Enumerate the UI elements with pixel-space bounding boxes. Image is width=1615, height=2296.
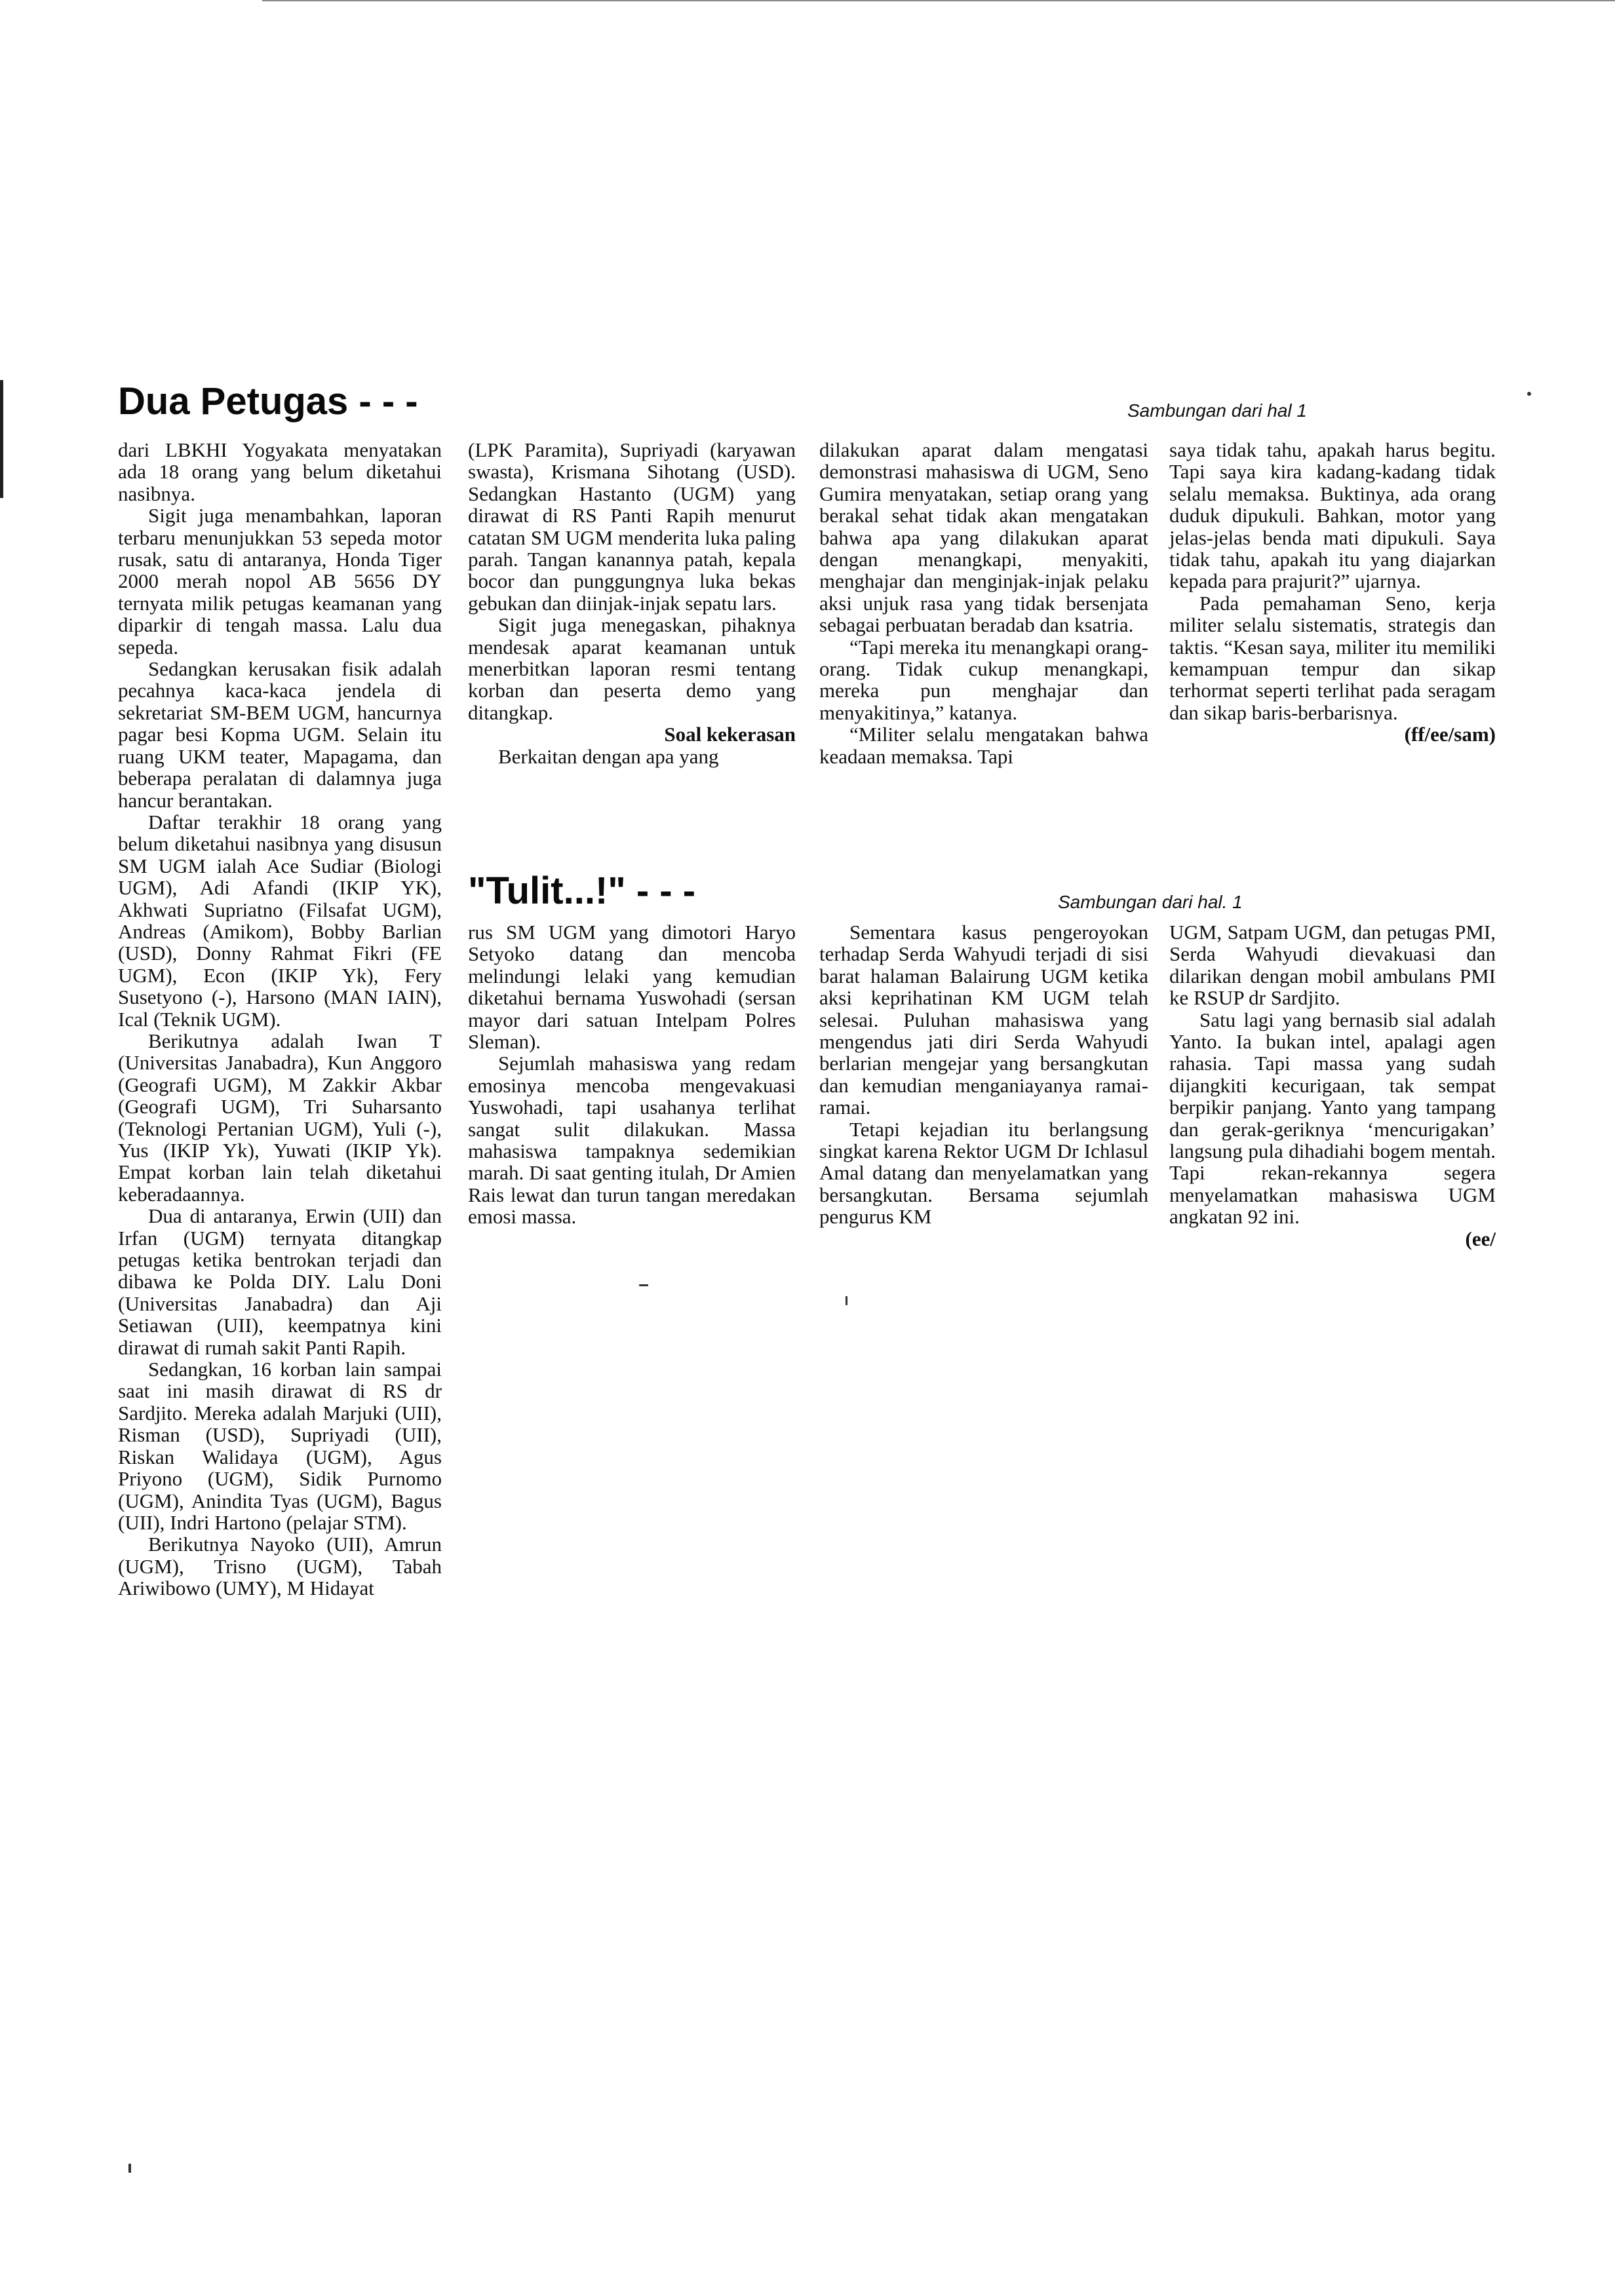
- paragraph: “Militer selalu mengatakan bahwa keadaan memaksa. Tapi: [819, 723, 1148, 768]
- paragraph: Sigit juga menegaskan, pihaknya mendesak aparat keamanan untuk menerbitkan laporan resmi tentang korban dan peserta demo yang ditangkap.: [468, 613, 796, 724]
- paragraph: Dua di antaranya, Erwin (UII) dan Irfan (UGM) ternyata ditangkap petugas ketika bentrokan terjadi dan dibawa ke Polda DIY. Lalu Doni (Universitas Janabadra) dan Aji Setiawan (UII), keempatnya kini dirawat di rumah sakit Panti Rapih.: [118, 1204, 442, 1359]
- story-continuation-label: Sambungan dari hal. 1: [1058, 892, 1243, 912]
- paragraph: Berikutnya adalah Iwan T (Universitas Janabadra), Kun Anggoro (Geografi UGM), M Zakkir Akbar (Geografi UGM), Tri Suharsanto (Teknologi Pertanian UGM), Yuli (-), Yus (IKIP Yk), Yuwati (IKIP Yk). Empat korban lain telah diketahui keberadaannya.: [118, 1029, 442, 1206]
- paragraph: Sedangkan, 16 korban lain sampai saat ini masih dirawat di RS dr Sardjito. Mereka adalah Marjuki (UII), Risman (USD), Supriyadi (UII), Riskan Walidaya (UGM), Agus Priyono (UGM), Sidik Purnomo (UGM), Anindita Tyas (UGM), Bagus (UII), Indri Hartono (pelajar STM).: [118, 1358, 442, 1534]
- story1-column-2: [468, 439, 796, 767]
- story-continuation-label: Sambungan dari hal 1: [1127, 400, 1307, 421]
- story2-column-3: [1169, 921, 1496, 1250]
- paragraph: Sigit juga menambahkan, laporan terbaru menunjukkan 53 sepeda motor rusak, satu di antaranya, Honda Tiger 2000 merah nopol AB 5656 DY ternyata milik petugas keamanan yang diparkir di tengah massa. Lalu dua sepeda.: [118, 504, 442, 659]
- paragraph: Berkaitan dengan apa yang: [498, 744, 719, 768]
- story1-column-3: [819, 439, 1148, 767]
- paragraph: rus SM UGM yang dimotori Haryo Setyoko datang dan mencoba melindungi lelaki yang kemudian diketahui bernama Yuswohadi (sersan mayor dari satuan Intelpam Polres Sleman).: [468, 921, 796, 1054]
- paragraph: (LPK Paramita), Supriyadi (karyawan swasta), Krismana Sihotang (USD). Sedangkan Hastanto (UGM) yang dirawat di RS Panti Rapih menurut catatan SM UGM menderita luka paling parah. Tangan kanannya patah, kepala bocor dan punggungnya luka bekas gebukan dan diinjak-injak sepatu lars.: [468, 438, 796, 615]
- author-credit: (ff/ee/sam): [1404, 723, 1496, 746]
- paragraph: Pada pemahaman Seno, kerja militer selalu sistematis, strategis dan taktis. “Kesan saya, militer itu memiliki kemampuan tempur dan sikap terhormat seperti terlihat pada seragam dan sikap baris-berbarisnya.: [1169, 591, 1496, 724]
- story-headline-tulit: "Tulit...!" - - -: [468, 870, 696, 912]
- story-headline-dua-petugas: Dua Petugas - - -: [118, 380, 418, 423]
- paragraph: “Tapi mereka itu menangkapi orang-orang. Tidak cukup menangkapi, mereka pun menghajar dan menyakitinya,” katanya.: [819, 635, 1148, 724]
- story2-column-1: [468, 921, 796, 1228]
- paragraph: Sedangkan kerusakan fisik adalah pecahnya kaca-kaca jendela di sekretariat SM-BEM UGM, hancurnya pagar besi Kopma UGM. Selain itu ruang UKM teater, Mapagama, dan beberapa peralatan di dalamnya juga hancur berantakan.: [118, 657, 442, 812]
- left-margin-mark: [0, 380, 3, 498]
- paragraph: Berikutnya Nayoko (UII), Amrun (UGM), Trisno (UGM), Tabah Ariwibowo (UMY), M Hidayat: [118, 1533, 442, 1600]
- story1-column-4: [1169, 439, 1496, 746]
- paragraph: dari LBKHI Yogyakata menyatakan ada 18 orang yang belum diketahui nasibnya.: [118, 438, 442, 505]
- top-edge-line: [262, 0, 1615, 1]
- story2-column-2: [819, 921, 1148, 1228]
- paragraph: Satu lagi yang bernasib sial adalah Yanto. Ia bukan intel, apalagi agen rahasia. Tapi massa yang sudah dijangkiti kecurigaan, tak sempat berpikir panjang. Yanto yang tampang dan gerak-geriknya ‘mencurigakan’ langsung pula dihadiahi bogem mentah. Tapi rekan-rekannya segera menyelamatkan mahasiswa UGM angkatan 92 ini.: [1169, 1008, 1496, 1229]
- scan-speck: [1527, 392, 1531, 396]
- story1-column-1: [118, 439, 442, 1599]
- scan-speck: [846, 1296, 847, 1305]
- scan-speck: [128, 2164, 131, 2173]
- paragraph: dilakukan aparat dalam mengatasi demonstrasi mahasiswa di UGM, Seno Gumira menyatakan, setiap orang yang berakal sehat tidak akan mengatakan bahwa apa yang dilakukan aparat dengan menangkapi, menyakiti, menghajar dan menginjak-injak pelaku aksi unjuk rasa yang tidak bersenjata sebagai perbuatan beradab dan ksatria.: [819, 438, 1148, 637]
- paragraph: Sejumlah mahasiswa yang redam emosinya mencoba mengevakuasi Yuswohadi, tapi usahanya terlihat sangat sulit dilakukan. Massa mahasiswa tampaknya sedemikian marah. Di saat genting itulah, Dr Amien Rais lewat dan turun tangan meredakan emosi massa.: [468, 1052, 796, 1229]
- subheading-soal-kekerasan: Soal kekerasan: [664, 723, 796, 746]
- paragraph: Sementara kasus pengeroyokan terhadap Serda Wahyudi terjadi di sisi barat halaman Balairung UGM ketika aksi keprihatinan KM UGM telah selesai. Puluhan mahasiswa yang mengendus jati diri Serda Wahyudi berlarian mengejar yang bersangkutan dan kemudian menganiayanya ramai-ramai.: [819, 921, 1148, 1119]
- paragraph: saya tidak tahu, apakah harus begitu. Tapi saya kira kadang-kadang tidak selalu memaksa. Buktinya, ada orang duduk dipukuli. Bahkan, motor yang jelas-jelas benda mati dipukuli. Saya tidak tahu, apakah itu yang diajarkan kepada para prajurit?” ujarnya.: [1169, 438, 1496, 593]
- paragraph: Daftar terakhir 18 orang yang belum diketahui nasibnya yang disusun SM UGM ialah Ace Sudiar (Biologi UGM), Adi Afandi (IKIP YK), Akhwati Supriatno (Filsafat UGM), Andreas (Amikom), Bobby Barlian (USD), Donny Rahmat Fikri (FE UGM), Econ (IKIP Yk), Fery Susetyono (-), Harsono (MAN IAIN), Ical (Teknik UGM).: [118, 810, 442, 1031]
- author-credit: (ee/: [1465, 1227, 1496, 1250]
- paragraph: Tetapi kejadian itu berlangsung singkat karena Rektor UGM Dr Ichlasul Amal datang dan menyelamatkan yang bersangkutan. Bersama sejumlah pengurus KM: [819, 1117, 1148, 1229]
- scan-speck: [639, 1284, 648, 1286]
- paragraph: UGM, Satpam UGM, dan petugas PMI, Serda Wahyudi dievakuasi dan dilarikan dengan mobil ambulans PMI ke RSUP dr Sardjito.: [1169, 921, 1496, 1010]
